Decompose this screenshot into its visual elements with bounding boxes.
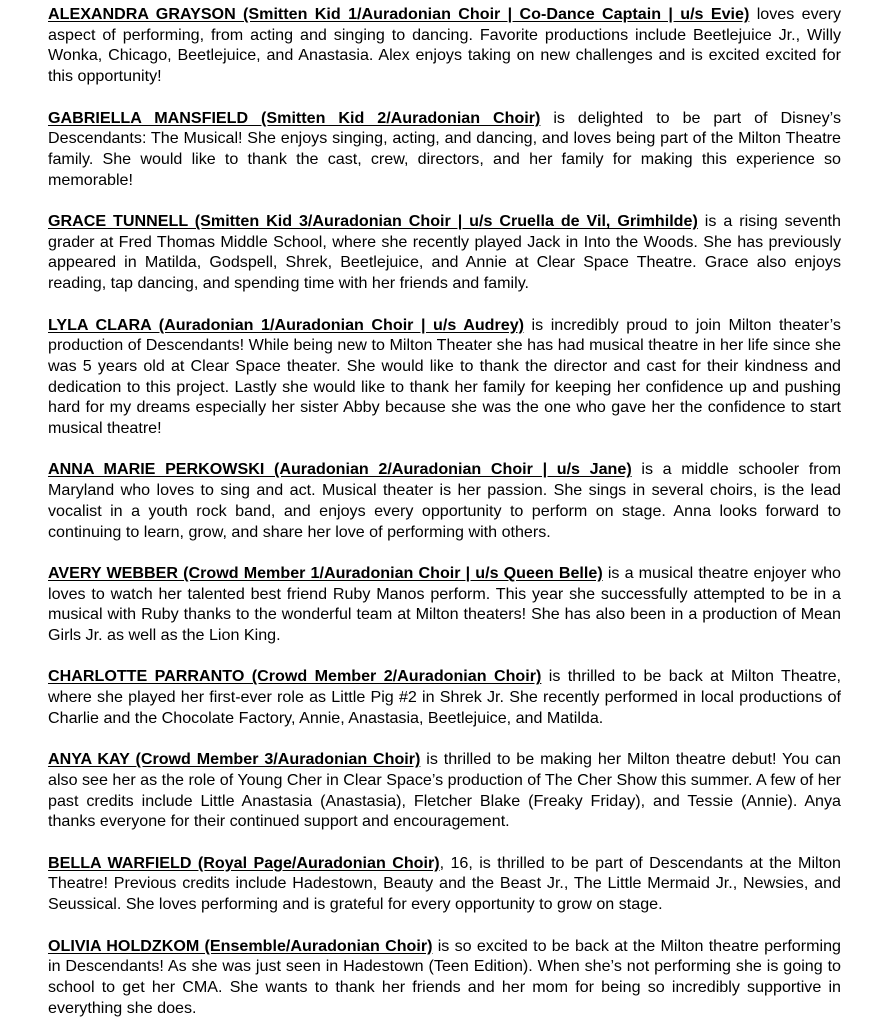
bio-text: loves every aspect of performing, from acting and singing to dancing. Favorite productions include Beetlejuice Jr., Willy Wonka, Chicago, Beetlejuice, and Anastasia. Alex enjoys taking on new challenges and is excited excited for this opportunity!	[48, 5, 841, 86]
bio-heading: ANNA MARIE PERKOWSKI (Auradonian 2/Auradonian Choir | u/s Jane)	[48, 460, 632, 479]
bio-heading: CHARLOTTE PARRANTO (Crowd Member 2/Auradonian Choir)	[48, 667, 542, 686]
cast-bio-bella-warfield	[48, 853, 841, 915]
bio-text: is so excited to be back at the Milton theatre performing in Descendants! As she was just seen in Hadestown (Teen Edition). When she’s not performing she is going to school to get her CMA. She wants to thank her friends and her mom for being so incredibly supportive in everything she does.	[48, 936, 841, 1017]
cast-bio-olivia-holdzkom	[48, 936, 841, 1019]
bio-heading: BELLA WARFIELD (Royal Page/Auradonian Choir)	[48, 853, 440, 872]
cast-bio-alexandra-grayson	[48, 4, 841, 87]
bio-text: , 16, is thrilled to be part of Descendants at the Milton Theatre! Previous credits include Hadestown, Beauty and the Beast Jr., The Little Mermaid Jr., Newsies, and Seussical. She loves performing and is grateful for every opportunity to grow on stage.	[48, 853, 841, 914]
cast-bio-gabriella-mansfield	[48, 108, 841, 191]
bio-text: is a middle schooler from Maryland who loves to sing and act. Musical theater is her passion. She sings in several choirs, is the lead vocalist in a youth rock band, and enjoys every opportunity to perform on stage. Anna looks forward to continuing to learn, grow, and share her love of performing with others.	[48, 460, 841, 541]
bio-heading: AVERY WEBBER (Crowd Member 1/Auradonian Choir | u/s Queen Belle)	[48, 563, 603, 582]
bio-heading: ALEXANDRA GRAYSON (Smitten Kid 1/Auradonian Choir | Co-Dance Captain | u/s Evie)	[48, 5, 750, 23]
bio-text: is incredibly proud to join Milton theater’s production of Descendants! While being new to Milton Theater she has had musical theatre in her life since she was 5 years old at Clear Space theater. She would like to thank the director and cast for their kindness and dedication to this project. Lastly she would like to thank her family for keeping her confidence up and pushing hard for my dreams especially her sister Abby because she was the one who gave her the confidence to start musical theatre!	[48, 315, 841, 438]
bio-heading: GRACE TUNNELL (Smitten Kid 3/Auradonian Choir | u/s Cruella de Vil, Grimhilde)	[48, 212, 698, 230]
cast-bio-lyla-clara	[48, 315, 841, 439]
cast-bio-avery-webber	[48, 563, 841, 646]
cast-bio-anna-marie-perkowski	[48, 459, 841, 542]
bio-text: is a musical theatre enjoyer who loves to watch her talented best friend Ruby Manos perform. This year she successfully attempted to be in a musical with Ruby thanks to the wonderful team at Milton theaters! She has also been in a production of Mean Girls Jr. as well as the Lion King.	[48, 563, 841, 645]
bio-heading: LYLA CLARA (Auradonian 1/Auradonian Choir | u/s Audrey)	[48, 315, 525, 334]
bio-heading: GABRIELLA MANSFIELD (Smitten Kid 2/Auradonian Choir)	[48, 108, 541, 127]
bio-text: is delighted to be part of Disney’s Descendants: The Musical! She enjoys singing, acting, and dancing, and loves being part of the Milton Theatre family. She would like to thank the cast, crew, directors, and her family for making this experience so memorable!	[48, 108, 841, 189]
cast-bio-charlotte-parranto	[48, 666, 841, 728]
bio-text: is a rising seventh grader at Fred Thomas Middle School, where she recently played Jack in Into the Woods. She has previously appeared in Matilda, Godspell, Shrek, Beetlejuice, and Annie at Clear Space Theatre. Grace also enjoys reading, tap dancing, and spending time with her friends and family.	[48, 212, 841, 293]
cast-bio-anya-kay	[48, 749, 841, 832]
bio-text: is thrilled to be making her Milton theatre debut! You can also see her as the role of Young Cher in Clear Space’s production of The Cher Show this summer. A few of her past credits include Little Anastasia (Anastasia), Fletcher Blake (Freaky Friday), and Tessie (Annie). Anya thanks everyone for their continued support and encouragement.	[48, 750, 841, 831]
bio-text: is thrilled to be back at Milton Theatre, where she played her first-ever role as Little Pig #2 in Shrek Jr. She recently performed in local productions of Charlie and the Chocolate Factory, Annie, Anastasia, Beetlejuice, and Matilda.	[48, 667, 841, 727]
bio-heading: OLIVIA HOLDZKOM (Ensemble/Auradonian Choir)	[48, 936, 433, 955]
cast-bio-grace-tunnell	[48, 211, 841, 294]
bio-heading: ANYA KAY (Crowd Member 3/Auradonian Choir)	[48, 750, 421, 769]
